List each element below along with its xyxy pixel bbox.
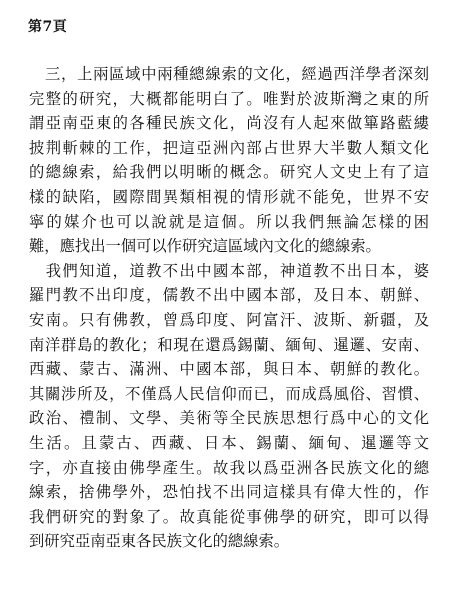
text-line: 樣的缺陷，國際間異類相視的情形就不能免，世界不安 bbox=[29, 187, 429, 206]
text-line: 其關涉所及，不僅爲人民信仰而已，而成爲風俗、習慣、 bbox=[29, 384, 429, 403]
paragraph-1 bbox=[29, 62, 429, 259]
text-line: 我們研究的對象了。故真能從事佛學的研究，即可以得 bbox=[29, 507, 429, 526]
text-line: 我們知道，道教不出中國本部，神道教不出日本，婆 bbox=[29, 261, 429, 280]
paragraph-2 bbox=[29, 259, 429, 554]
text-line: 生活。且蒙古、西藏、日本、錫蘭、緬甸、暹邏等文 bbox=[29, 433, 429, 452]
text-line: 線索，捨佛學外，恐怕找不出同這樣具有偉大性的，作 bbox=[29, 483, 429, 502]
text-line: 安南。只有佛教，曾爲印度、阿富汗、波斯、新疆，及 bbox=[29, 310, 429, 329]
text-line: 謂亞南亞東的各種民族文化，尚沒有人起來做篳路藍縷 bbox=[29, 114, 429, 133]
text-line: 三，上兩區域中兩種總線索的文化，經過西洋學者深刻 bbox=[29, 65, 429, 83]
text-line: 南洋群島的教化；和現在還爲錫蘭、緬甸、暹邏、安南、 bbox=[29, 335, 429, 354]
text-line: 寧的媒介也可以說就是這個。所以我們無論怎樣的困 bbox=[29, 212, 429, 231]
text-line: 完整的研究，大概都能明白了。唯對於波斯灣之東的所 bbox=[29, 89, 429, 108]
text-line: 的總線索，給我們以明晰的概念。研究人文史上有了這 bbox=[29, 163, 429, 182]
text-line: 羅門教不出印度，儒教不出中國本部，及日本、朝鮮、 bbox=[29, 286, 429, 305]
text-line: 難，應找出一個可以作研究這區域內文化的總線索。 bbox=[29, 237, 381, 256]
text-line: 政治、禮制、文學、美術等全民族思想行爲中心的文化 bbox=[29, 409, 429, 428]
text-line: 到研究亞南亞東各民族文化的總線索。 bbox=[29, 532, 290, 551]
text-line: 西藏、蒙古、滿洲、中國本部，與日本、朝鮮的教化。 bbox=[29, 360, 429, 379]
body-text bbox=[29, 62, 429, 554]
page-number: 第7頁 bbox=[28, 19, 68, 35]
text-line: 字，亦直接由佛學產生。故我以爲亞洲各民族文化的總 bbox=[29, 458, 429, 477]
text-line: 披荆斬棘的工作，把這亞洲內部占世界大半數人類文化 bbox=[29, 138, 429, 157]
